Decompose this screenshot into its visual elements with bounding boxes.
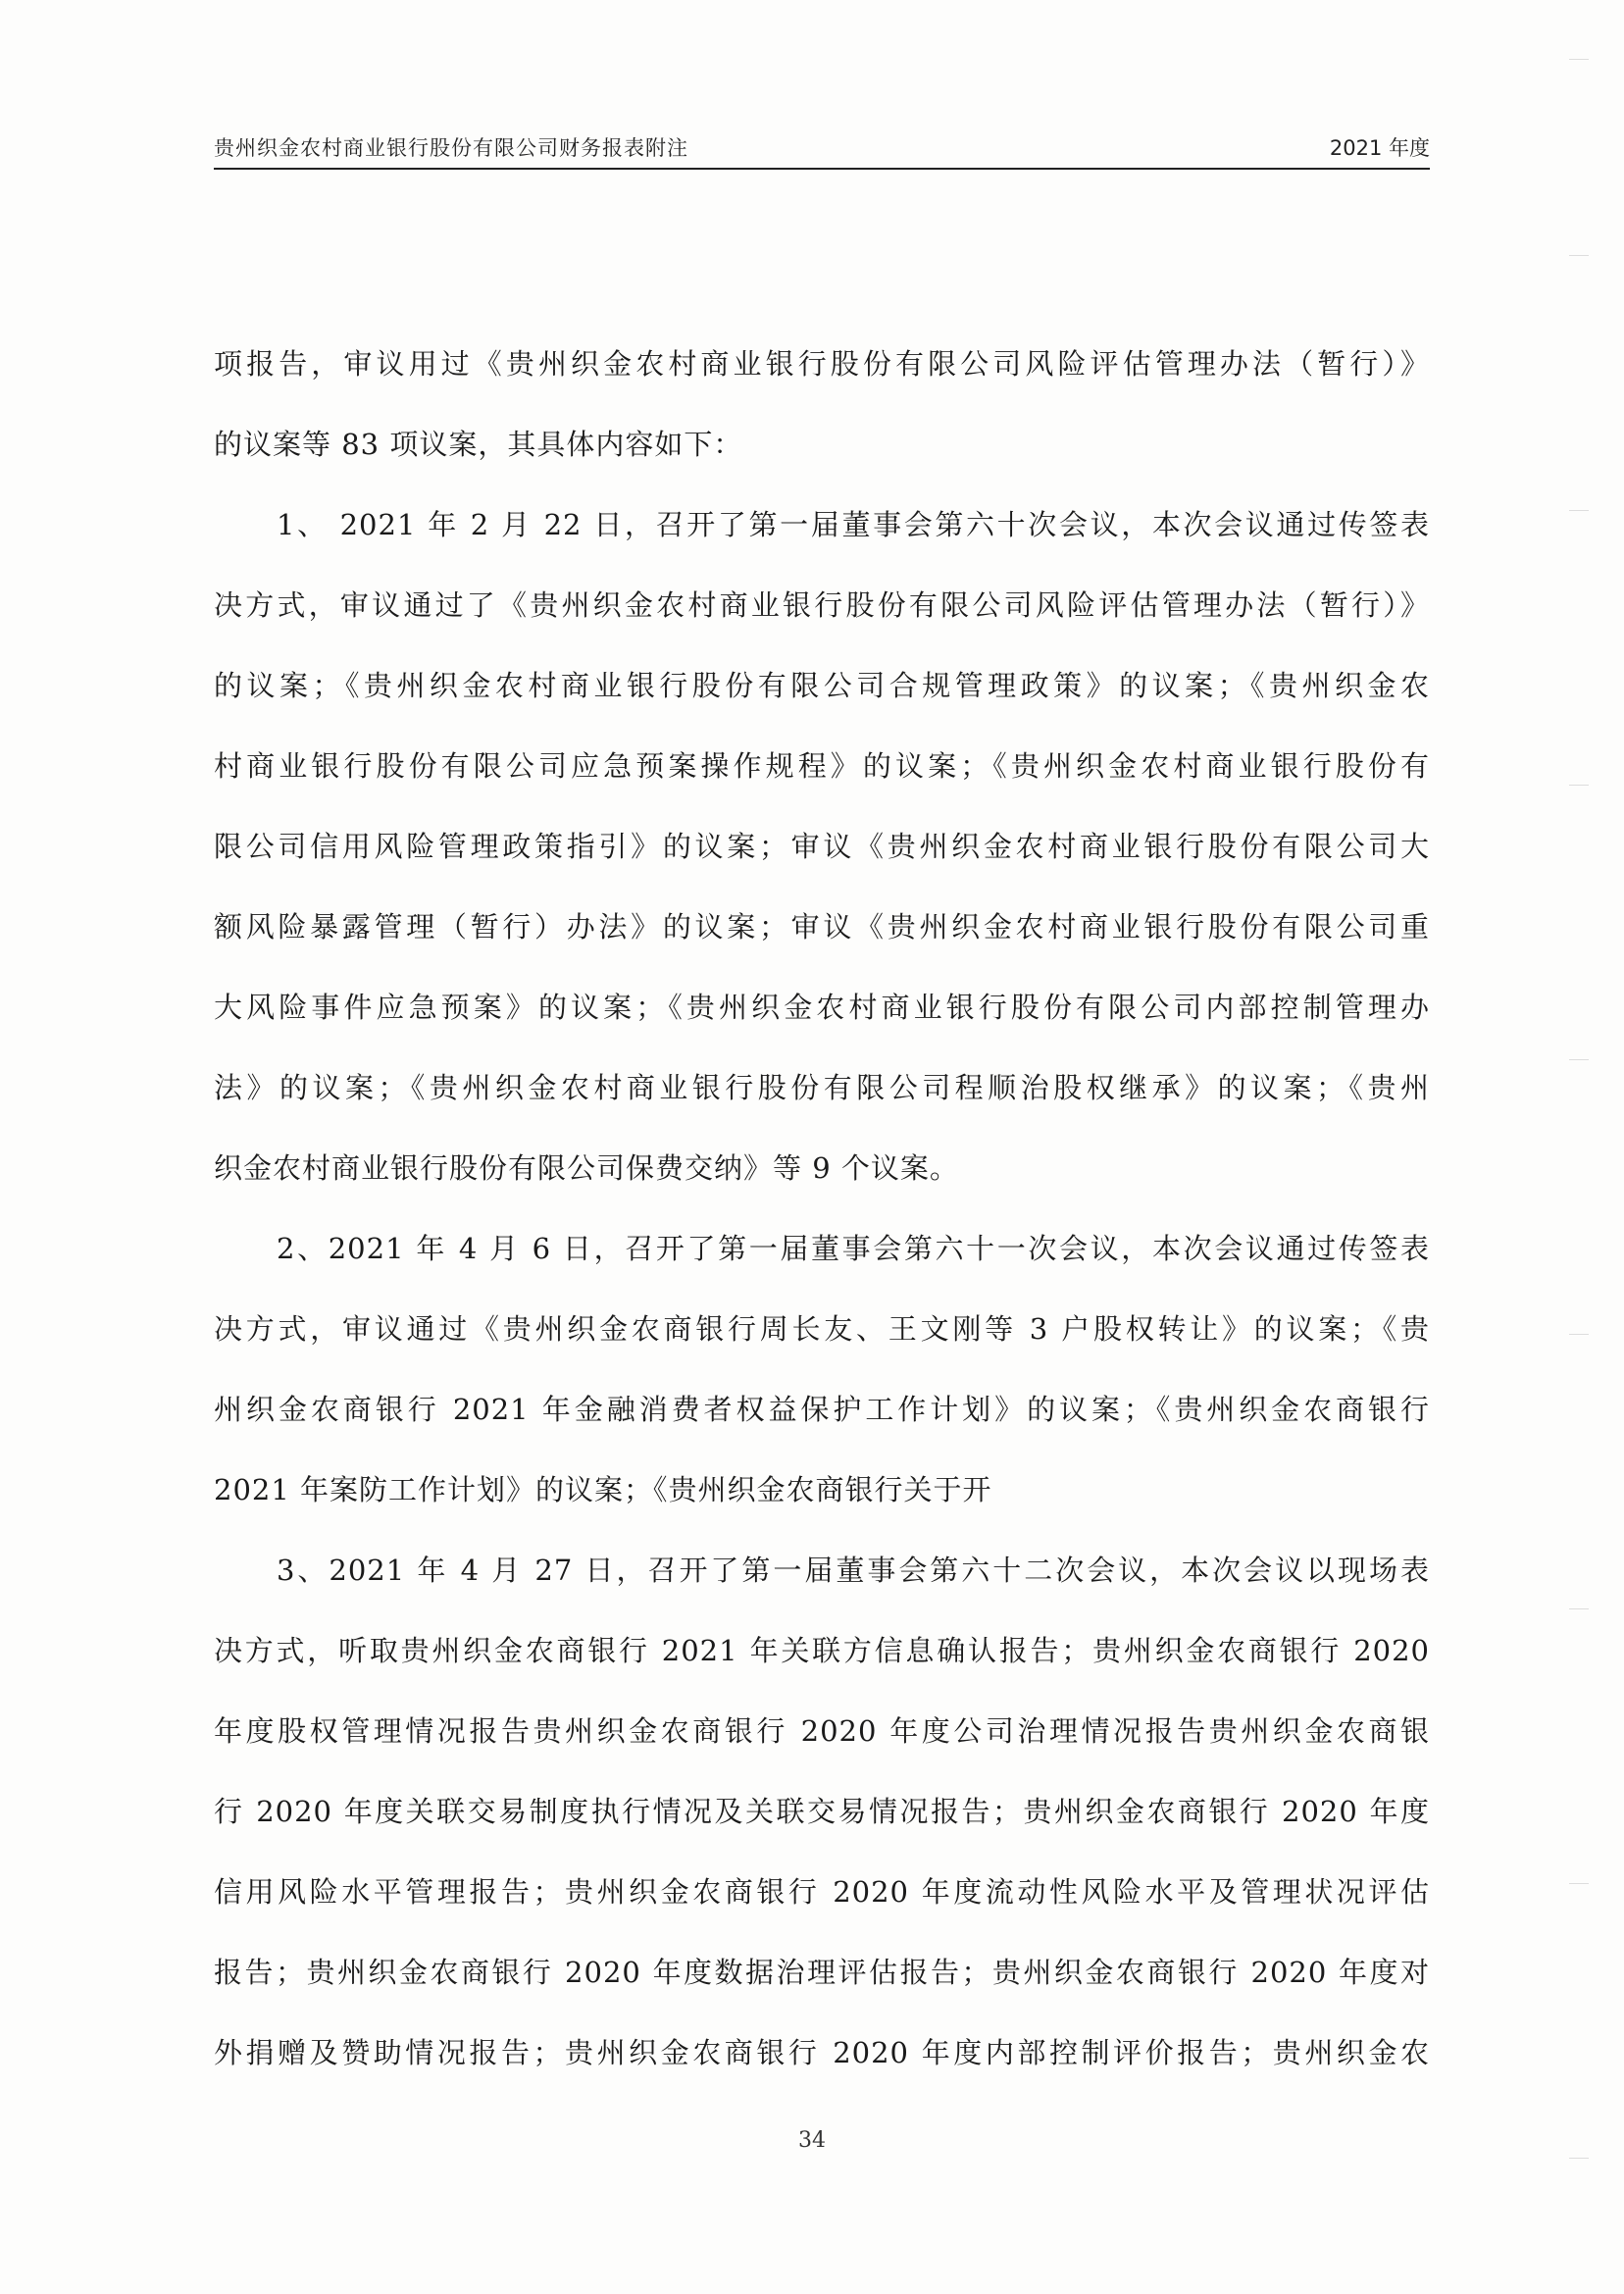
page-header	[214, 128, 1430, 170]
body-text	[214, 333, 1430, 2103]
text-line: 决方式，审议通过了《贵州织金农村商业银行股份有限公司风险评估管理办法（暂行）》	[214, 588, 1430, 622]
text-line: 外捐赠及赞助情况报告；贵州织金农商银行 2020 年度内部控制评价报告；贵州织金农	[214, 2036, 1430, 2069]
text-line: 织金农村商业银行股份有限公司保费交纳》等 9 个议案。	[214, 1151, 959, 1185]
paragraph-2-start: 2、2021 年 4 月 6 日，召开了第一届董事会第六十一次会议，本次会议通过传签表	[277, 1232, 1430, 1265]
text-line: 的议案等 83 项议案，其具体内容如下：	[214, 428, 743, 461]
scan-margin-mark	[1569, 510, 1589, 511]
text-line: 法》的议案；《贵州织金农村商业银行股份有限公司程顺治股权继承》的议案；《贵州	[214, 1071, 1430, 1104]
text-line: 决方式，听取贵州织金农商银行 2021 年关联方信息确认报告；贵州织金农商银行 2020	[214, 1634, 1430, 1667]
text-line: 年度股权管理情况报告贵州织金农商银行 2020 年度公司治理情况报告贵州织金农商银	[214, 1714, 1430, 1748]
paragraph-1-start: 1、 2021 年 2 月 22 日，召开了第一届董事会第六十次会议，本次会议通过传签表	[277, 508, 1430, 541]
header-company-title: 贵州织金农村商业银行股份有限公司财务报表附注	[214, 136, 688, 160]
scan-margin-mark	[1569, 1608, 1589, 1609]
scan-margin-mark	[1569, 1059, 1589, 1060]
scan-margin-mark	[1569, 1334, 1589, 1335]
text-line: 2021 年案防工作计划》的议案；《贵州织金农商银行关于开	[214, 1473, 992, 1506]
text-line: 报告；贵州织金农商银行 2020 年度数据治理评估报告；贵州织金农商银行 2020 年度对	[214, 1956, 1430, 1989]
text-line: 大风险事件应急预案》的议案；《贵州织金农村商业银行股份有限公司内部控制管理办	[214, 991, 1430, 1024]
page-number: 34	[798, 2128, 826, 2153]
scan-margin-mark	[1569, 1883, 1589, 1884]
text-line: 决方式，审议通过《贵州织金农商银行周长友、王文刚等 3 户股权转让》的议案；《贵	[214, 1312, 1430, 1346]
paragraph-3-start: 3、2021 年 4 月 27 日，召开了第一届董事会第六十二次会议，本次会议以现场表	[277, 1554, 1430, 1587]
text-line: 州织金农商银行 2021 年金融消费者权益保护工作计划》的议案；《贵州织金农商银行	[214, 1393, 1430, 1426]
scan-margin-mark	[1569, 255, 1589, 256]
text-line: 行 2020 年度关联交易制度执行情况及关联交易情况报告；贵州织金农商银行 2020 年度	[214, 1795, 1430, 1828]
text-line: 村商业银行股份有限公司应急预案操作规程》的议案；《贵州织金农村商业银行股份有	[214, 749, 1430, 783]
scan-margin-mark	[1569, 59, 1589, 60]
text-line: 信用风险水平管理报告；贵州织金农商银行 2020 年度流动性风险水平及管理状况评估	[214, 1875, 1430, 1909]
text-line: 限公司信用风险管理政策指引》的议案；审议《贵州织金农村商业银行股份有限公司大	[214, 830, 1430, 863]
scan-margin-mark	[1569, 2158, 1589, 2159]
text-line: 的议案；《贵州织金农村商业银行股份有限公司合规管理政策》的议案；《贵州织金农	[214, 669, 1430, 702]
scan-margin-mark	[1569, 785, 1589, 786]
header-year: 2021 年度	[1329, 136, 1430, 160]
text-line: 项报告，审议用过《贵州织金农村商业银行股份有限公司风险评估管理办法（暂行）》	[214, 347, 1430, 381]
text-line: 额风险暴露管理（暂行）办法》的议案；审议《贵州织金农村商业银行股份有限公司重	[214, 910, 1430, 943]
